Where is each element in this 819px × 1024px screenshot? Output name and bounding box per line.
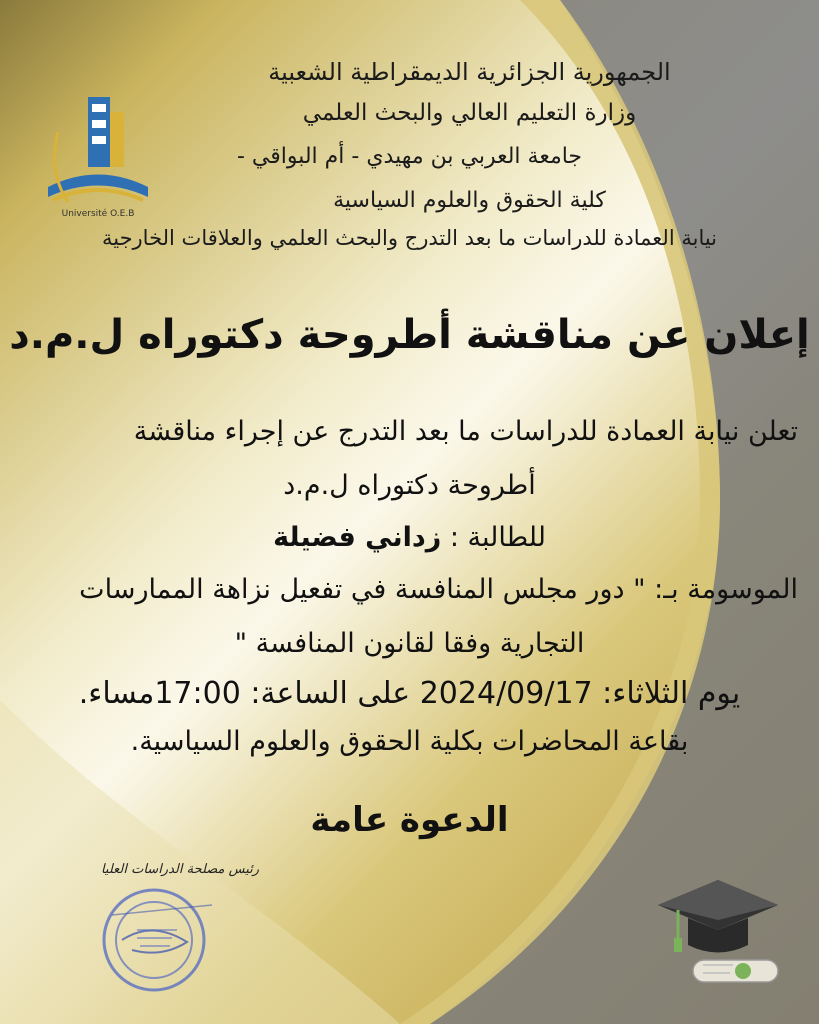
signer-title: رئيس مصلحة الدراسات العليا bbox=[100, 862, 260, 877]
student-name: زداني فضيلة bbox=[273, 522, 442, 553]
time-suffix: مساء. bbox=[78, 676, 155, 711]
student-label: للطالبة : bbox=[441, 522, 546, 553]
announcement-line-1: تعلن نيابة العمادة للدراسات ما بعد التدرج عن إجراء مناقشة bbox=[133, 416, 798, 447]
invitation-text: الدعوة عامة bbox=[310, 800, 509, 840]
graduation-cap-icon bbox=[648, 860, 788, 1000]
logo-caption: Université O.E.B bbox=[61, 209, 135, 219]
day-label: يوم الثلاثاء: bbox=[592, 676, 741, 711]
official-stamp bbox=[92, 880, 222, 1000]
announcement-title: إعلان عن مناقشة أطروحة دكتوراه ل.م.د bbox=[9, 312, 810, 358]
header-vice-deanship: نيابة العمادة للدراسات ما بعد التدرج والبحث العلمي والعلاقات الخارجية bbox=[101, 226, 718, 250]
date-value: 2024/09/17 bbox=[419, 676, 593, 711]
time-label: على الساعة: bbox=[240, 676, 420, 711]
date-time-line bbox=[0, 676, 819, 711]
header-ministry: وزارة التعليم العالي والبحث العلمي bbox=[302, 100, 637, 126]
thesis-title-line-1: الموسومة بـ: " دور مجلس المنافسة في تفعيل نزاهة الممارسات bbox=[79, 574, 798, 605]
time-value: 17:00 bbox=[154, 676, 241, 711]
header-faculty: كلية الحقوق والعلوم السياسية bbox=[333, 188, 606, 213]
venue-line: بقاعة المحاضرات بكلية الحقوق والعلوم السياسية. bbox=[130, 726, 689, 757]
thesis-title-line-2: التجارية وفقا لقانون المنافسة " bbox=[234, 628, 585, 659]
header-republic: الجمهورية الجزائرية الديمقراطية الشعبية bbox=[268, 58, 671, 86]
announcement-line-2: أطروحة دكتوراه ل.م.د bbox=[283, 470, 536, 501]
header-university: جامعة العربي بن مهيدي - أم البواقي - bbox=[236, 144, 583, 169]
student-line bbox=[0, 522, 819, 553]
